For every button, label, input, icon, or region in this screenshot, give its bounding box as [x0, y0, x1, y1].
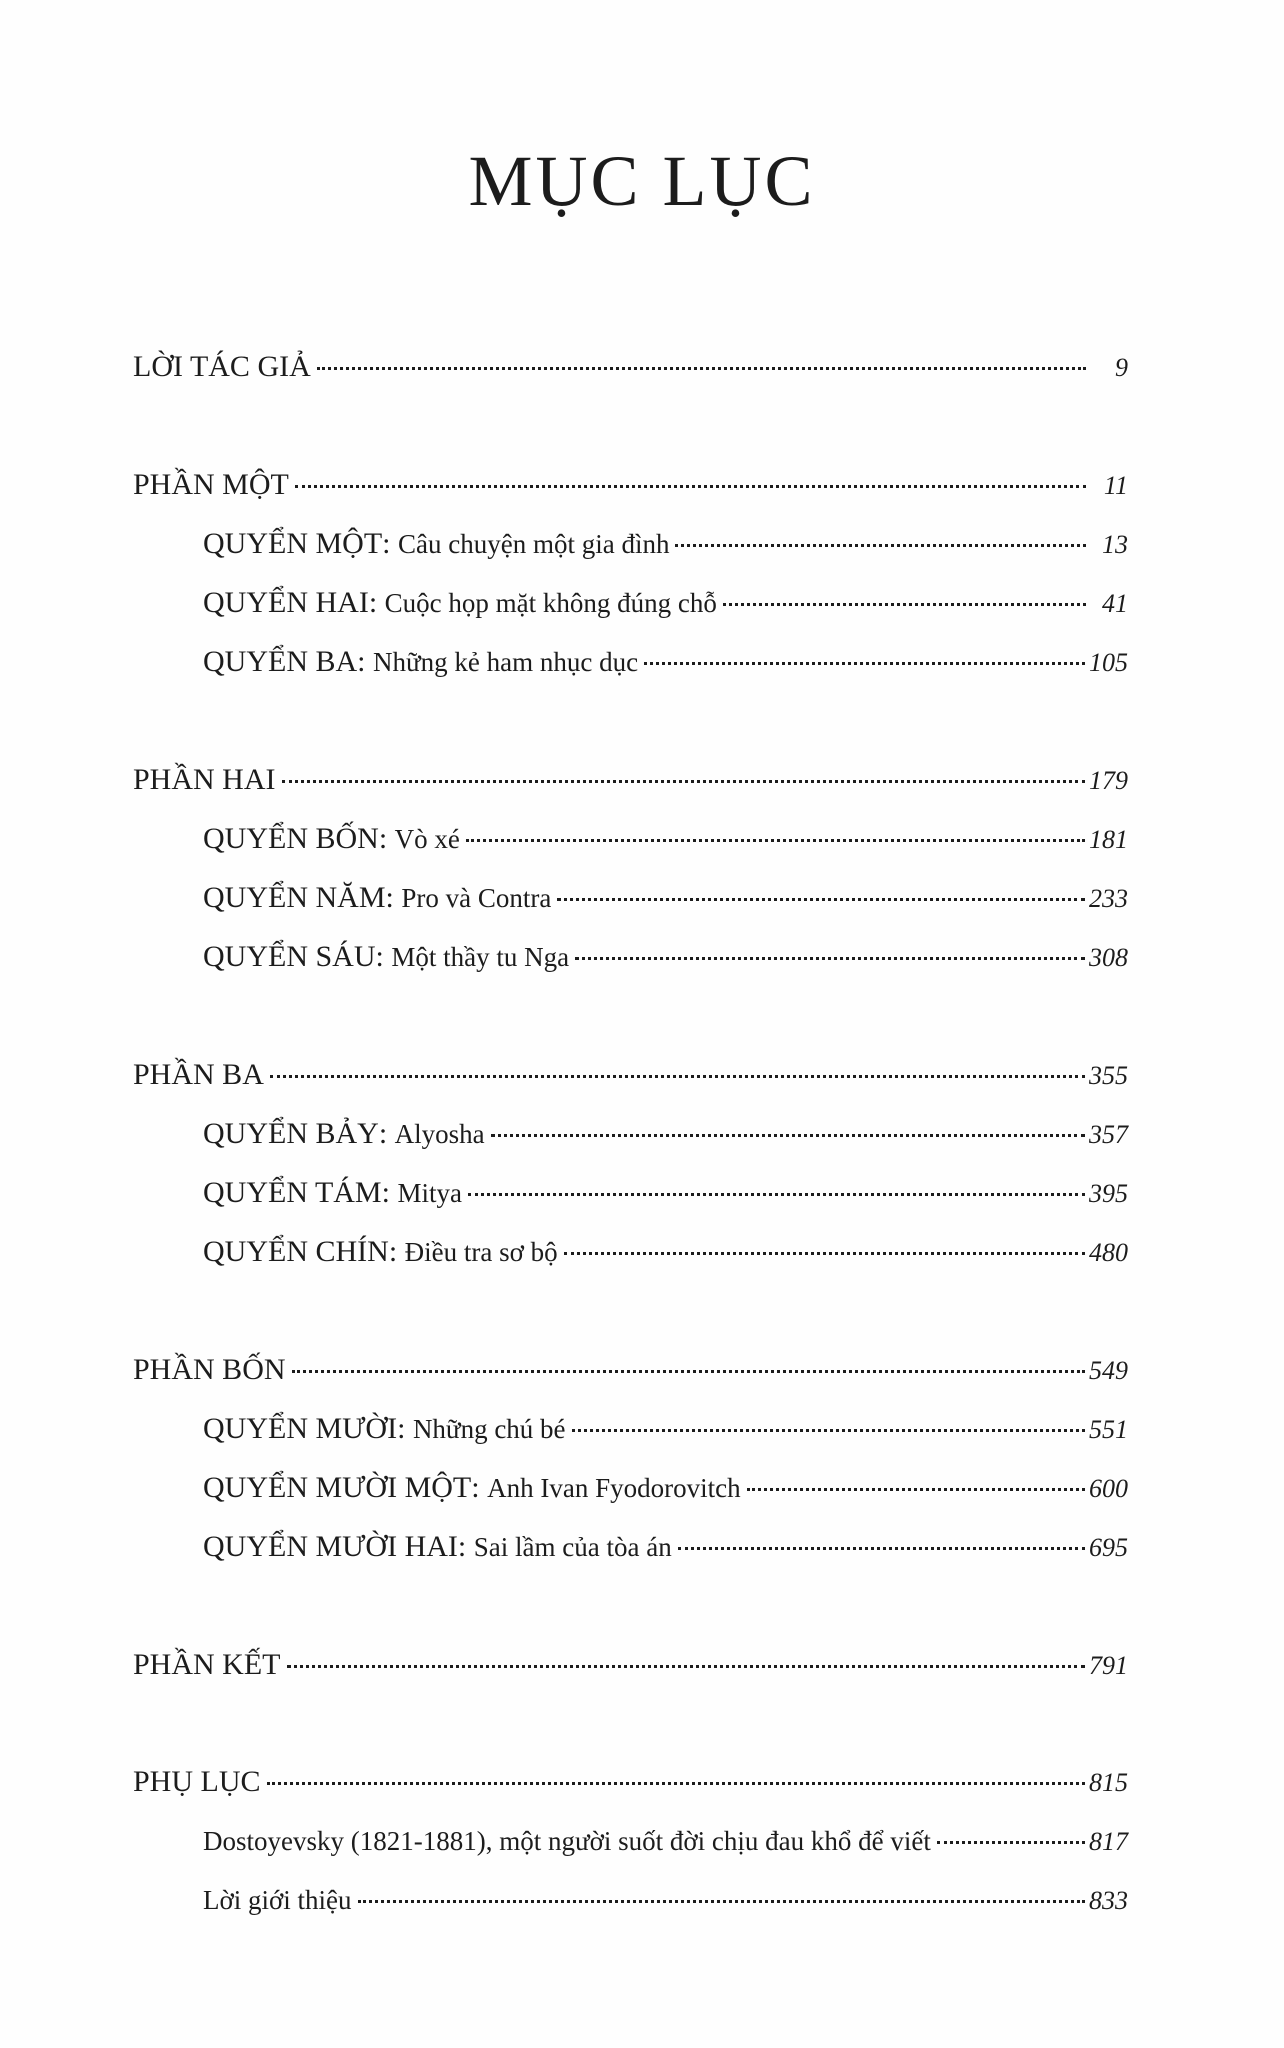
toc-entry-epilogue[interactable] — [133, 1643, 1128, 1687]
page-number: 395 — [1089, 1179, 1128, 1208]
label-separator: : — [378, 1117, 395, 1150]
page-number: 480 — [1089, 1238, 1128, 1267]
page-title: MỤC LỤC — [468, 141, 816, 221]
dot-leader — [282, 780, 1086, 783]
entry-subtitle: Pro và Contra — [401, 883, 552, 913]
dot-leader — [317, 367, 1086, 370]
entry-label: QUYỂN MƯỜI HAI — [203, 1530, 458, 1563]
toc-entry-book-2[interactable] — [203, 581, 1128, 625]
page-number: 11 — [1103, 471, 1128, 500]
label-separator: : — [385, 881, 402, 914]
entry-label: LỜI TÁC GIẢ — [133, 350, 311, 383]
dot-leader — [270, 1075, 1085, 1078]
page-number: 13 — [1102, 530, 1128, 559]
label-separator: : — [381, 1176, 398, 1209]
page-number: 695 — [1089, 1533, 1128, 1562]
label-separator: : — [388, 1235, 405, 1268]
page-number: 815 — [1089, 1768, 1128, 1797]
label-separator: : — [471, 1471, 488, 1504]
toc-entry-book-7[interactable] — [203, 1112, 1128, 1156]
entry-label: QUYỂN MƯỜI MỘT — [203, 1471, 472, 1504]
dot-leader — [575, 957, 1085, 960]
entry-subtitle: Vò xé — [394, 824, 460, 854]
toc-entry-part-one[interactable] — [133, 463, 1128, 507]
toc-entry-introduction[interactable] — [203, 1878, 1128, 1922]
toc-entry-book-11[interactable] — [203, 1466, 1128, 1510]
entry-subtitle: Những kẻ ham nhục dục — [373, 647, 639, 677]
entry-subtitle: Câu chuyện một gia đình — [398, 529, 670, 559]
dot-leader — [937, 1841, 1085, 1844]
entry-subtitle: Sai lầm của tòa án — [473, 1532, 672, 1562]
toc-entry-book-8[interactable] — [203, 1171, 1128, 1215]
toc-entry-book-9[interactable] — [203, 1230, 1128, 1274]
page-number: 308 — [1089, 943, 1128, 972]
dot-leader — [468, 1193, 1085, 1196]
label-separator: : — [357, 645, 374, 678]
label-separator: : — [368, 586, 385, 619]
entry-label: QUYỂN MƯỜI — [203, 1412, 398, 1445]
page-number: 179 — [1089, 766, 1128, 795]
dot-leader — [678, 1547, 1085, 1550]
dot-leader — [557, 898, 1085, 901]
entry-subtitle: Lời giới thiệu — [203, 1885, 352, 1915]
entry-label: QUYỂN NĂM — [203, 881, 386, 914]
entry-label: PHỤ LỤC — [133, 1765, 261, 1798]
entry-label: QUYỂN CHÍN — [203, 1235, 389, 1268]
page-number: 833 — [1089, 1886, 1128, 1915]
toc-entry-appendix[interactable] — [133, 1760, 1128, 1804]
page-number: 41 — [1102, 589, 1128, 618]
entry-subtitle: Dostoyevsky (1821-1881), một người suốt đời chịu đau khổ để viết — [203, 1826, 931, 1856]
entry-label: PHẦN BỐN — [133, 1353, 286, 1386]
toc-entry-book-1[interactable] — [203, 522, 1128, 566]
page-number: 357 — [1089, 1120, 1128, 1149]
page-number: 549 — [1089, 1356, 1128, 1385]
page-number: 791 — [1089, 1651, 1128, 1680]
label-separator: : — [397, 1412, 413, 1445]
page-number: 551 — [1089, 1415, 1128, 1444]
toc-entry-book-6[interactable] — [203, 935, 1128, 979]
dot-leader — [723, 603, 1086, 606]
page-number: 355 — [1089, 1061, 1128, 1090]
dot-leader — [287, 1665, 1086, 1668]
dot-leader — [491, 1134, 1085, 1137]
toc-entry-book-12[interactable] — [203, 1525, 1128, 1569]
toc-entry-part-four[interactable] — [133, 1348, 1128, 1392]
entry-label: QUYỂN BA — [203, 645, 358, 678]
entry-subtitle: Điều tra sơ bộ — [404, 1237, 558, 1267]
page-number: 9 — [1115, 353, 1128, 382]
toc-entry-book-5[interactable] — [203, 876, 1128, 920]
page-number: 600 — [1089, 1474, 1128, 1503]
toc-entry-book-10[interactable] — [203, 1407, 1128, 1451]
entry-subtitle: Mitya — [397, 1178, 462, 1208]
entry-subtitle: Một thầy tu Nga — [391, 942, 570, 972]
page-number: 105 — [1089, 648, 1128, 677]
dot-leader — [572, 1429, 1085, 1432]
dot-leader — [358, 1900, 1085, 1903]
toc-entry-part-three[interactable] — [133, 1053, 1128, 1097]
dot-leader — [747, 1488, 1085, 1491]
dot-leader — [675, 544, 1086, 547]
entry-label: QUYỂN HAI — [203, 586, 369, 619]
dot-leader — [564, 1252, 1085, 1255]
dot-leader — [295, 485, 1086, 488]
label-separator: : — [378, 822, 395, 855]
entry-label: QUYỂN TÁM — [203, 1176, 382, 1209]
entry-subtitle: Alyosha — [394, 1119, 485, 1149]
entry-label: QUYỂN SÁU — [203, 940, 376, 973]
entry-label: PHẦN MỘT — [133, 468, 289, 501]
dot-leader — [466, 839, 1085, 842]
toc-entry-book-4[interactable] — [203, 817, 1128, 861]
entry-label: PHẦN HAI — [133, 763, 276, 796]
entry-label: PHẦN BA — [133, 1058, 264, 1091]
entry-subtitle: Những chú bé — [412, 1414, 566, 1444]
label-separator: : — [382, 527, 398, 560]
dot-leader — [644, 662, 1085, 665]
page-number: 233 — [1089, 884, 1128, 913]
label-separator: : — [375, 940, 392, 973]
entry-subtitle: Anh Ivan Fyodorovitch — [487, 1473, 741, 1503]
dot-leader — [267, 1782, 1085, 1785]
entry-label: QUYỂN BẢY — [203, 1117, 379, 1150]
page-number: 181 — [1089, 825, 1128, 854]
entry-subtitle: Cuộc họp mặt không đúng chỗ — [384, 588, 717, 618]
toc-entry-appendix-article[interactable] — [203, 1819, 1128, 1863]
toc-entry-part-two[interactable] — [133, 758, 1128, 802]
entry-label: QUYỂN BỐN — [203, 822, 379, 855]
label-separator: : — [457, 1530, 474, 1563]
entry-label: PHẦN KẾT — [133, 1648, 281, 1681]
page-number: 817 — [1089, 1827, 1128, 1856]
toc-entry-preface[interactable] — [133, 345, 1128, 389]
entry-label: QUYỂN MỘT — [203, 527, 383, 560]
dot-leader — [292, 1370, 1085, 1373]
toc-entry-book-3[interactable] — [203, 640, 1128, 684]
